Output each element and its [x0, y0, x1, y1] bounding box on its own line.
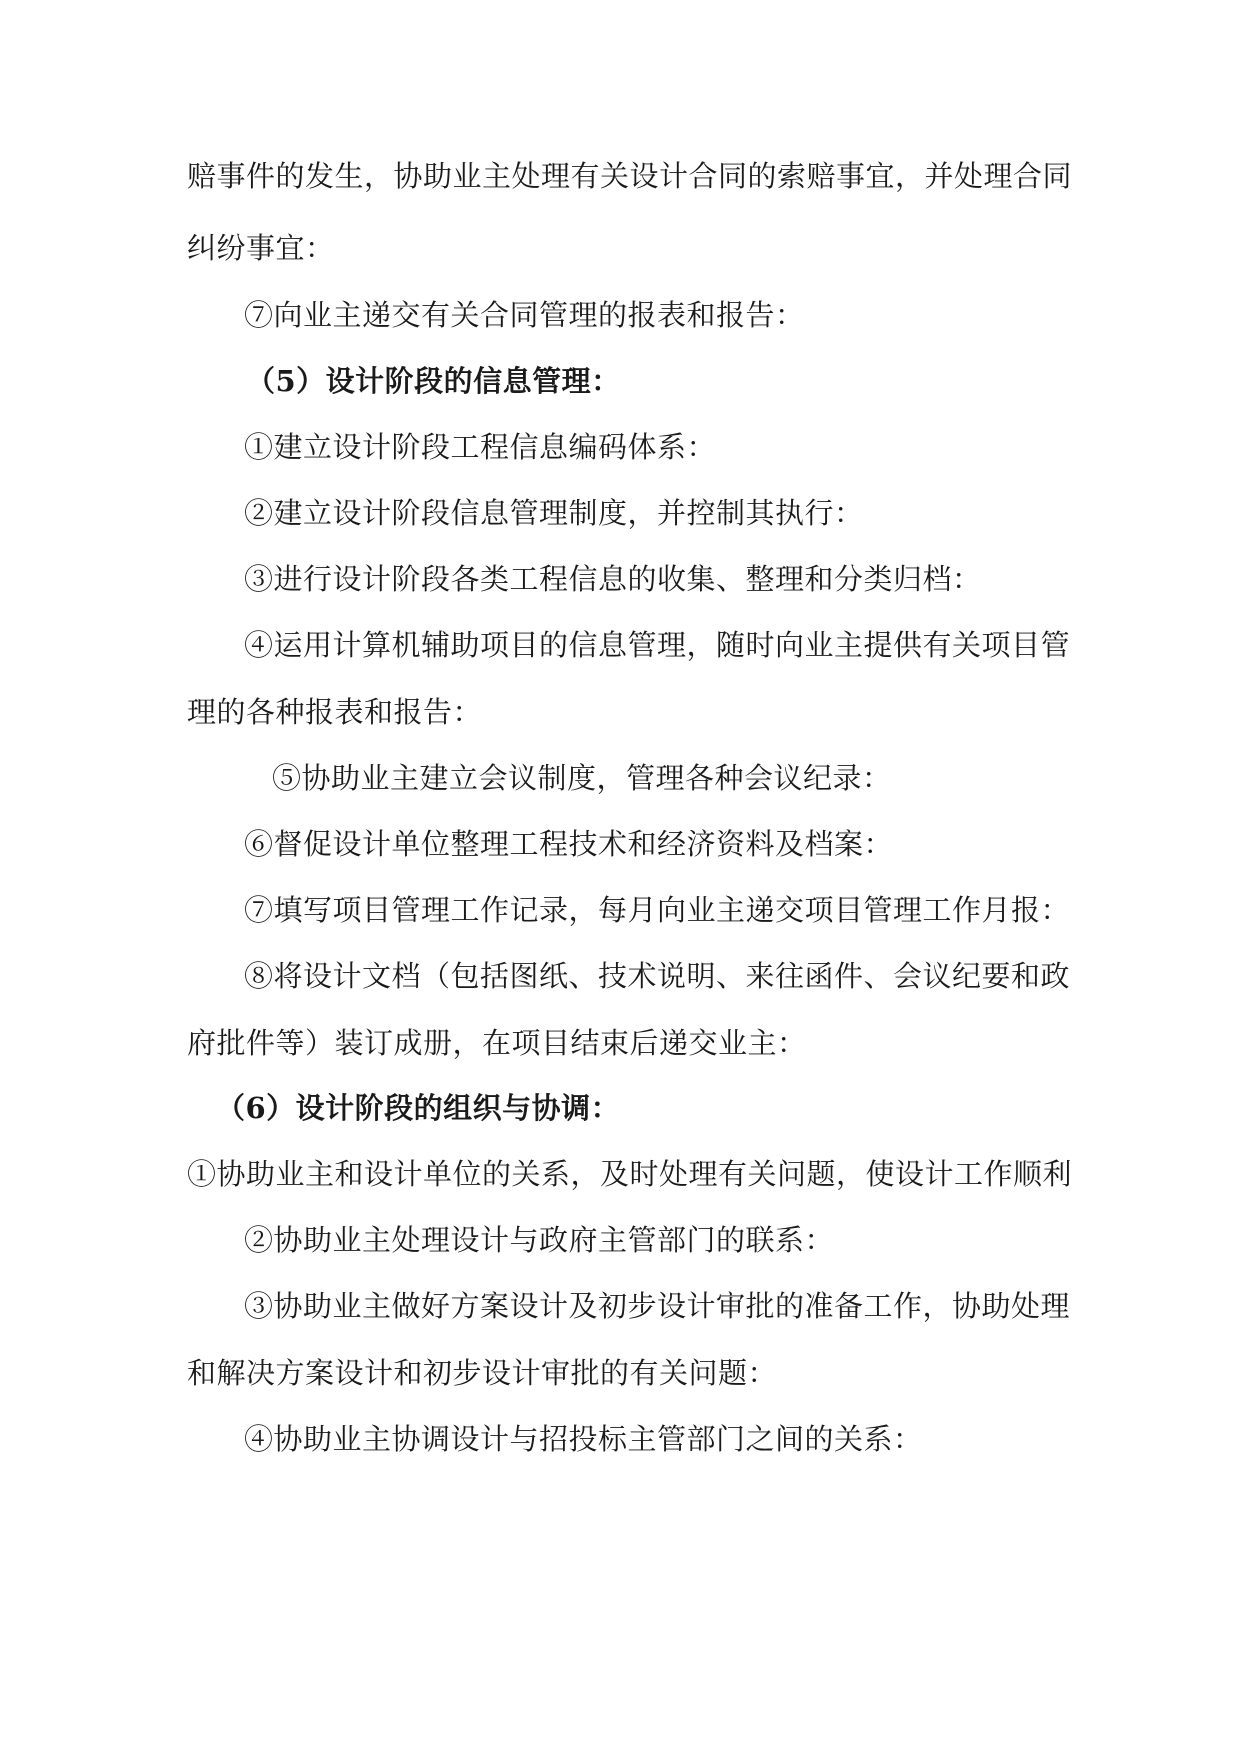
list-item-7b: ⑦填写项目管理工作记录，每月向业主递交项目管理工作月报：	[244, 893, 1071, 927]
list-item-7: ⑦向业主递交有关合同管理的报表和报告：	[244, 298, 805, 332]
section-heading-6: （6）设计阶段的组织与协调：	[216, 1091, 621, 1125]
paragraph-line-2: 纠纷事宜：	[187, 231, 335, 265]
section-heading-5: （5）设计阶段的信息管理：	[246, 364, 621, 398]
list-item-3b: ③协助业主做好方案设计及初步设计审批的准备工作，协助处理	[244, 1289, 1071, 1323]
list-item-2: ②建立设计阶段信息管理制度，并控制其执行：	[244, 496, 864, 530]
list-item-2b: ②协助业主处理设计与政府主管部门的联系：	[244, 1223, 835, 1257]
list-item-4-cont: 理的各种报表和报告：	[187, 695, 483, 729]
list-item-8-cont: 府批件等）装订成册，在项目结束后递交业主：	[187, 1026, 807, 1060]
list-item-6: ⑥督促设计单位整理工程技术和经济资料及档案：	[244, 827, 894, 861]
list-item-3b-cont: 和解决方案设计和初步设计审批的有关问题：	[187, 1356, 778, 1390]
list-item-3: ③进行设计阶段各类工程信息的收集、整理和分类归档：	[244, 562, 982, 596]
list-item-4b: ④协助业主协调设计与招投标主管部门之间的关系：	[244, 1422, 923, 1456]
list-item-8: ⑧将设计文档（包括图纸、技术说明、来往函件、会议纪要和政	[244, 959, 1071, 993]
list-item-4: ④运用计算机辅助项目的信息管理，随时向业主提供有关项目管	[244, 628, 1071, 662]
list-item-1: ①建立设计阶段工程信息编码体系：	[244, 430, 717, 464]
list-item-1b: ①协助业主和设计单位的关系，及时处理有关问题，使设计工作顺利	[187, 1157, 1073, 1191]
paragraph-line-1: 赔事件的发生，协助业主处理有关设计合同的索赔事宜，并处理合同	[187, 159, 1073, 193]
list-item-5: ⑤协助业主建立会议制度，管理各种会议纪录：	[272, 761, 892, 795]
